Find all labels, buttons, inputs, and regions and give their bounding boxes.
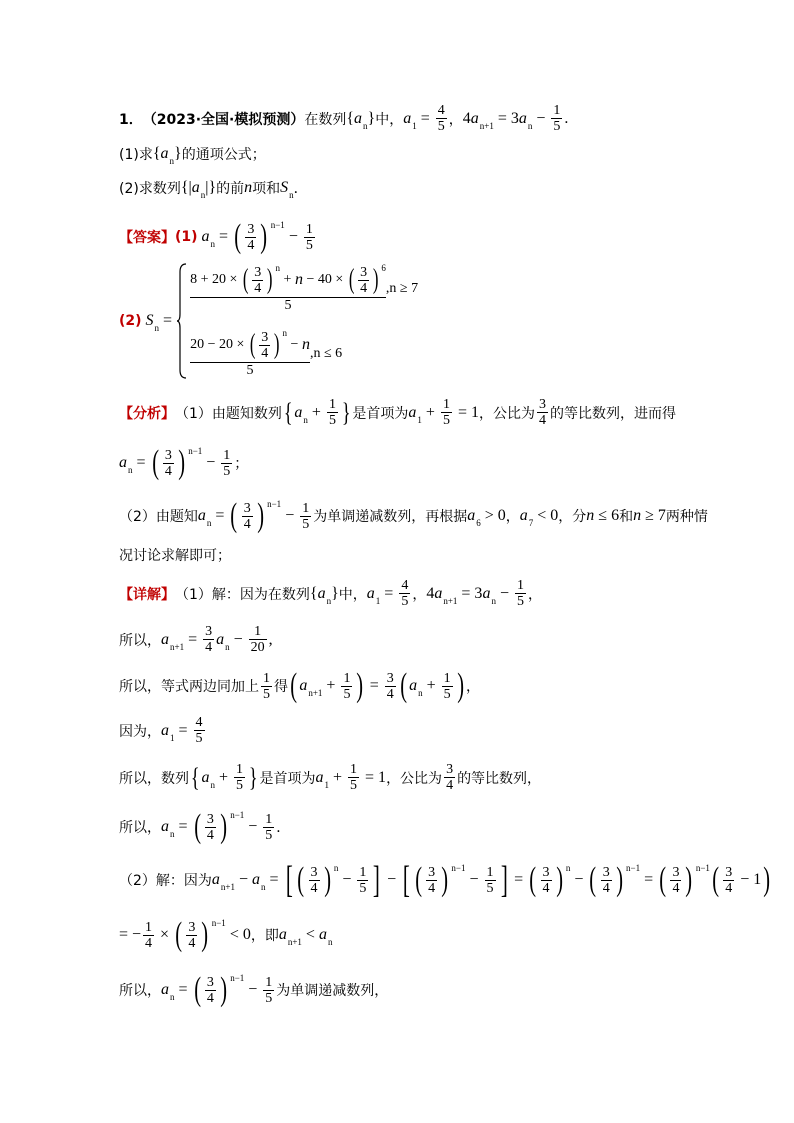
answer-tag: 【答案】 <box>119 230 175 246</box>
analysis-line4: 况讨论求解即可； <box>119 548 231 564</box>
question-part2: (2)求数列 $\{|a_n|\}$ 的前 n 项和 $S_n$ ． <box>119 179 308 200</box>
analysis-line2: $a_n$ = ( $\frac{3}{4}$ ) n−1 − $\frac{1}{5}$ ； <box>119 444 249 481</box>
detail-line9: 所以， $a_n$ = ( $\frac{3}{4}$ ) n−1 − $\frac{1}{5}$ 为单调递减数列， <box>119 971 389 1008</box>
question-source: （2023·全国·模拟预测） <box>142 111 305 128</box>
answer-line2: (2) $S_n$ = 8 + 20 × ( $\frac{3}{4}$ ) n + n − 40 × ( $\frac{3}{4}$ ) 6 5 ,n ≥ 7 20 − 20 × ( $\frac{3}{4}$ ) n − n 5 ,n ≤ 6 <box>119 263 419 378</box>
analysis-tag: 【分析】 <box>119 405 175 422</box>
detail-line7: （2）解：因为 $a_{n+1}$ − $a_n$ = [ ( $\frac{3}{4}$ ) n − $\frac{1}{5}$ ] − [ ( $\frac{3}{4}$ ) n−1 − $\frac{1}{5}$ ] = ( $\frac{3}{4}$ ) n − ( $\frac{3}{4}$ ) n−1 = ( $\frac{3}{4}$ ) n−1 ( $\frac{3}{4}$ − 1 ) <box>119 859 771 901</box>
detail-line2: 所以， $a_{n+1}$ = $\frac{3}{4}$ $a_n$ − $\frac{1}{20}$ , <box>119 624 273 655</box>
analysis-line3: （2）由题知 $a_n$ = ( $\frac{3}{4}$ ) n−1 − $\frac{1}{5}$ 为单调递减数列，再根据 $a_6$ > 0 ， $a_7$ < 0 ，分 n ≤ 6 和 n ≥ 7 两种情 <box>119 497 708 534</box>
piecewise-brace-icon <box>176 262 188 380</box>
detail-line8: = − $\frac{1}{4}$ × ( $\frac{3}{4}$ ) n−1 < 0 ，即 $a_{n+1}$ < $a_n$ <box>119 916 333 953</box>
detail-line4: 因为， $a_1$ = $\frac{4}{5}$ <box>119 715 203 746</box>
detail-tag: 【详解】 <box>119 586 175 603</box>
question-part1: (1)求 $\{a_n\}$ 的通项公式； <box>119 145 266 166</box>
question-line: 1． （2023·全国·模拟预测） 在数列 $\{a_n\}$ 中， $a_1$ = $\frac{4}{5}$ ， 4 $a_{n+1}$ = 3 $a_n$ − $\frac{1}{5}$ . <box>119 103 569 134</box>
detail-line3: 所以，等式两边同加上 $\frac{1}{5}$ 得 ( $a_{n+1}$ + $\frac{1}{5}$ ) = $\frac{3}{4}$ ( $a_n$ + $\frac{1}{5}$ ) ， <box>119 667 480 704</box>
detail-line6: 所以， $a_n$ = ( $\frac{3}{4}$ ) n−1 − $\frac{1}{5}$ ． <box>119 808 291 845</box>
analysis-line1: 【分析】 （1）由题知数列 { $a_n$ + $\frac{1}{5}$ } 是首项为 $a_1$ + $\frac{1}{5}$ = 1 ，公比为 $\frac{3}{4}$ 的等比数列，进而得 <box>119 397 676 428</box>
detail-line1: 【详解】 （1）解：因为在数列 $\{a_n\}$ 中， $a_1$ = $\frac{4}{5}$ ， 4 $a_{n+1}$ = 3 $a_n$ − $\frac{1}{5}$ ， <box>119 578 542 609</box>
detail-line5: 所以，数列 { $a_n$ + $\frac{1}{5}$ } 是首项为 $a_1$ + $\frac{1}{5}$ = 1 ，公比为 $\frac{3}{4}$ 的等比数列， <box>119 762 542 793</box>
question-number: 1． <box>119 111 143 128</box>
answer-line1: 【答案】 (1) $a_n$ = ( $\frac{3}{4}$ ) n−1 − $\frac{1}{5}$ <box>119 218 313 255</box>
